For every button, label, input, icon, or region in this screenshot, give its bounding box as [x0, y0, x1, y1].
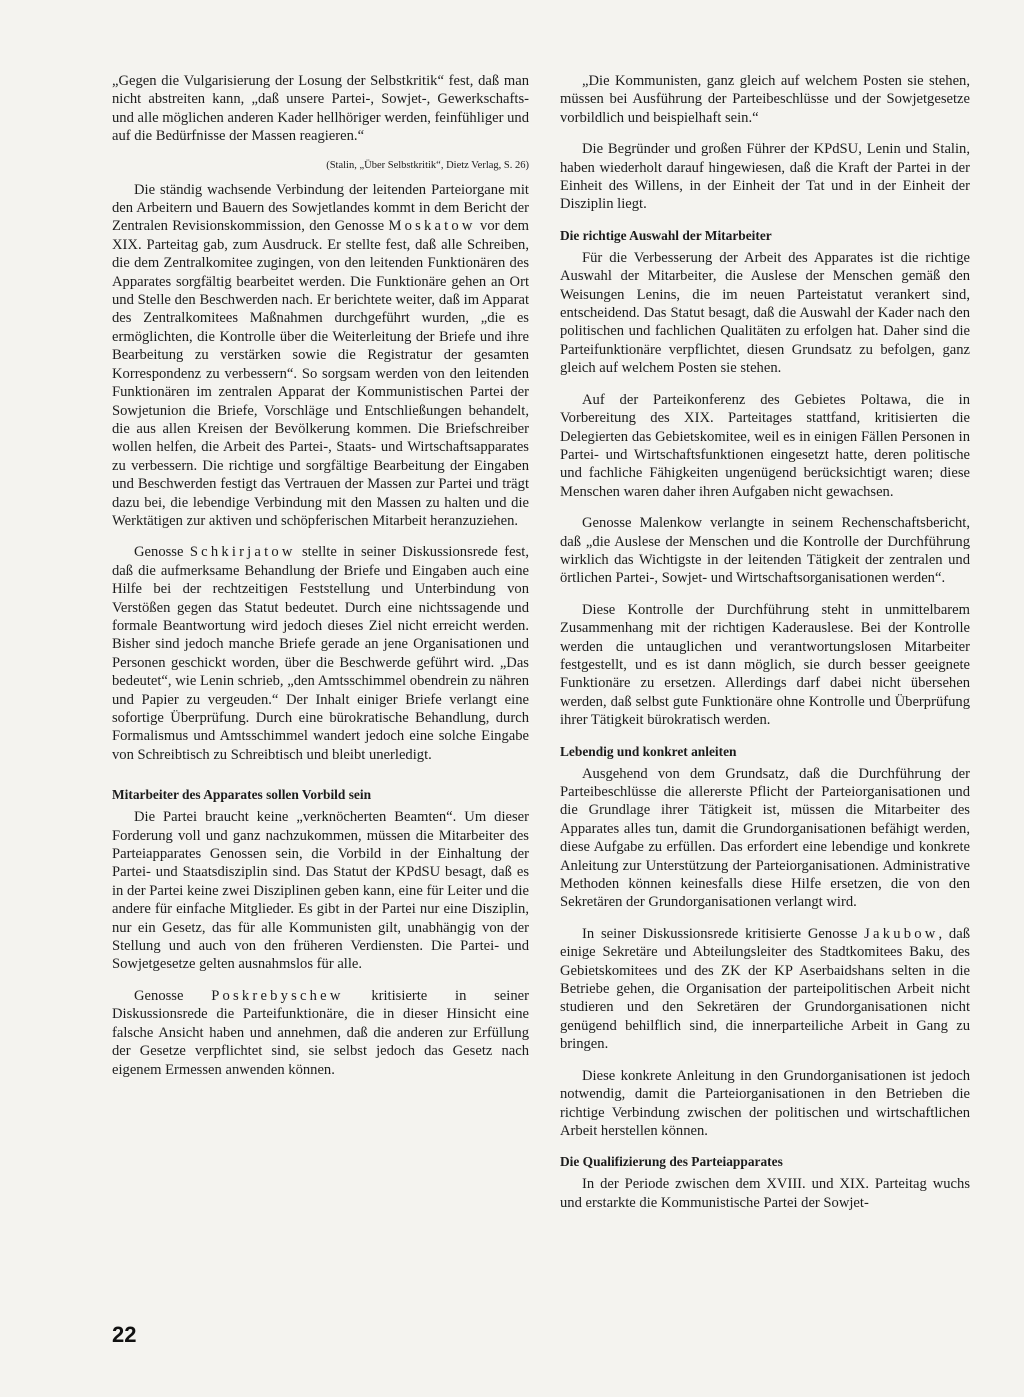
paragraph-poskrebyschew	[112, 987, 529, 1079]
section-heading: Mitarbeiter des Apparates sollen Vorbild sein	[112, 787, 372, 803]
right-column	[560, 72, 970, 1225]
paragraph: Diese konkrete Anleitung in den Grundorganisationen ist jedoch notwendig, damit die Parteiorganisationen in den Betrieben die richtige Verbindung zwischen der politischen und wirtschaftlichen Arbeit herstellen können.	[560, 1067, 970, 1139]
paragraph-jakubow	[560, 925, 970, 1054]
paragraph: Die Partei braucht keine „verknöcherten Beamten“. Um dieser Forderung voll und ganz nachzukommen, müssen die Mitarbeiter des Parteiapparates Genossen sein, die Vorbild in der Einhaltung der Partei- und Staatsdisziplin sind. Das Statut der KPdSU besagt, daß es in der Partei keine zwei Disziplinen geben kann, eine für Leiter und die andere für einfache Mitglieder. Es gibt in der Partei nur eine Disziplin, nur ein Gesetz, das für alle Kommunisten gilt, unabhängig von der Stellung und auch von den früheren Verdiensten. Die Partei- und Sowjetgesetze gelten ausnahmslos für alle.	[112, 809, 529, 973]
section-heading: Lebendig und konkret anleiten	[560, 743, 737, 759]
stalin-quote: „Gegen die Vulgarisierung der Losung der Selbstkritik“ fest, daß man nicht abstreiten kann, „daß unsere Partei-, Sowjet-, Gewerkschafts- und alle möglichen anderen Kader hellhöriger werden, feinfühliger und auf die Bedürfnisse der Massen reagieren.“	[112, 73, 529, 145]
quote-source: (Stalin, „Über Selbstkritik“, Dietz Verlag, S. 26)	[326, 159, 529, 171]
paragraph-text: vor dem XIX. Parteitag gab, zum Ausdruck. Er stellte fest, daß alle Schreiben, die dem Zentralkomitee zugingen, von den leitenden Funktionären des Apparates sorgfältig bearbeitet werden. Die Funktionäre gehen an Ort und Stelle den Beschwerden nach. Er berichtete weiter, daß im Apparat des Zentralkomitees Maßnahmen durchgeführt wurden, „die es ermöglichten, die Kontrolle über die Weiterleitung der Briefe und ihre Bearbeitung zu verstärken sowie die Registratur der gesamten Korrespondenz zu verbessern“. So sorgsam werden von den leitenden Funktionären im zentralen Apparat der Kommunistischen Partei der Sowjetunion die Briefe, Vorschläge und Entschließungen behandelt, die aus allen Kreisen der Bevölkerung kommen. Die Briefschreiber wollen helfen, die Arbeit des Partei-, Staats- und Wirtschaftsapparates zu verbessern. Die richtige und sorgfältige Bearbeitung der Eingaben und Beschwerden festigt das Vertrauen der Massen zur Partei und trägt dazu bei, die lebendige Verbindung mit den Massen zu halten und die Werktätigen zur aktiven und schöpferischen Mitarbeit heranzuziehen.	[112, 218, 529, 529]
person-name: Jakubow	[864, 925, 939, 942]
paragraph-moskatow	[112, 181, 529, 531]
paragraph-text: kritisierte in seiner Diskussionsrede die Parteifunktionäre, die in dieser Hinsicht eine falsche Ansicht haben und annehmen, daß die anderen zur Erfüllung der Gesetze verpflichtet sind, sie selbst jedoch das Gesetz nach eigenem Ermessen anwenden können.	[112, 987, 529, 1078]
paragraph-text: Genosse	[134, 987, 212, 1004]
paragraph: Ausgehend von dem Grundsatz, daß die Durchführung der Parteibeschlüsse die allererste Pflicht der Parteiorganisationen und die Grundlage ihrer Tätigkeit ist, müssen die Mitarbeiter des Apparates alles tun, damit die Grundorganisationen befähigt werden, diese Aufgabe zu erfüllen. Das erfordert eine lebendige und konkrete Anleitung zur Unterstützung der Parteiorganisationen. Administrative Methoden können keinesfalls diese Hilfe ersetzen, die von den Sekretären der Grundorganisationen verlangt wird.	[560, 765, 970, 911]
paragraph: Für die Verbesserung der Arbeit des Apparates ist die richtige Auswahl der Mitarbeiter, die Auslese der Menschen gemäß den Weisungen Lenins, die im neuen Parteistatut verankert sind, entscheidend. Das Statut besagt, daß die Auswahl der Kader nach den politischen und fachlichen Qualitäten zu erfolgen hat. Daher sind die Parteifunktionäre verpflichtet, diesen Grundsatz zu befolgen, ganz gleich auf welchem Posten sie stehen.	[560, 249, 970, 377]
paragraph-text: In seiner Diskussionsrede kritisierte Genosse	[582, 925, 865, 942]
paragraph-text: Genosse	[134, 544, 190, 561]
paragraph-text: , daß einige Sekretäre und Abteilungsleiter des Stadtkomitees Baku, des Gebietskomitees und des ZK der KP Aserbaidshans selten in die Betriebe gehen, die Organisation der parteipolitischen Arbeit nicht studieren und den Sekretären der Grundorganisationen nicht genügend behilflich sind, die innerparteiliche Arbeit in Gang zu bringen.	[560, 925, 970, 1053]
left-column	[112, 72, 529, 1092]
section-heading: Die Qualifizierung des Parteiapparates	[560, 1154, 783, 1170]
paragraph-text: stellte in seiner Diskussionsrede fest, daß die aufmerksame Behandlung der Briefe und Eingaben auch eine Hilfe bei der rechtzeitigen Feststellung und Unterbindung von Verstößen gegen das Statut bedeutet. Durch eine nichtssagende und formale Beantwortung wird jedoch dieses Ziel nicht erreicht werden. Bisher sind jedoch manche Briefe gerade an jene Organisationen und Personen geschickt worden, über die Beschwerde geführt wird. „Das bedeutet“, wie Lenin schrieb, „den Amtsschimmel obendrein zu nähren und Papier zu vergeuden.“ Der Inhalt einiger Briefe verlangt eine sofortige Überprüfung. Durch eine bürokratische Behandlung, durch Formalismus und Amtsschimmel wandert jedoch eine solche Eingabe von Schreibtisch zu Schreibtisch und bleibt unerledigt.	[112, 544, 529, 763]
person-name: Schkirjatow	[189, 544, 296, 561]
person-name: Moskatow	[388, 218, 476, 235]
paragraph-schkirjatow	[112, 543, 529, 764]
paragraph-text: Die ständig wachsende Verbindung der leitenden Parteiorgane mit den Arbeitern und Bauern des Sowjetlandes kommt in dem Bericht der Zentralen Revisionskommission, den Genosse	[112, 181, 529, 235]
paragraph: Die Begründer und großen Führer der KPdSU, Lenin und Stalin, haben wiederholt darauf hingewiesen, daß die Kraft der Partei in der Einheit des Willens, in der Einheit der Tat und in der Einheit der Disziplin liegt.	[560, 141, 970, 213]
page-number: 22	[112, 1322, 137, 1347]
paragraph: Diese Kontrolle der Durchführung steht in unmittelbarem Zusammenhang mit der richtigen Kaderauslese. Bei der Kontrolle werden die untauglichen und verantwortungslosen Mitarbeiter festgestellt, und es ist dann möglich, sie durch besser geeignete Funktionäre zu ersetzen. Allerdings darf dabei nicht übersehen werden, daß selbst gute Funktionäre ohne Kontrolle und Überprüfung ihrer Tätigkeit bürokratisch werden.	[560, 601, 970, 729]
person-name: Poskrebyschew	[211, 987, 344, 1004]
paragraph: Auf der Parteikonferenz des Gebietes Poltawa, die in Vorbereitung des XIX. Parteitages stattfand, kritisierten die Delegierten das Gebietskomitee, weil es in einigen Fällen Personen in Partei- und Wirtschaftsfunktionen eingesetzt hatte, deren politische und fachliche Fähigkeiten ungenügend berücksichtigt waren; diese Menschen waren daher ihren Aufgaben nicht gewachsen.	[560, 391, 970, 500]
section-heading: Die richtige Auswahl der Mitarbeiter	[560, 227, 772, 243]
paragraph: In der Periode zwischen dem XVIII. und XIX. Parteitag wuchs und erstarkte die Kommunistische Partei der Sowjet-	[560, 1176, 970, 1211]
paragraph: Genosse Malenkow verlangte in seinem Rechenschaftsbericht, daß „die Auslese der Menschen und die Kontrolle der Durchführung wirklich das Wichtigste in der leitenden Tätigkeit der zentralen und örtlichen Partei-, Sowjet- und Wirtschaftsorganisationen werden“.	[560, 515, 970, 587]
quote: „Die Kommunisten, ganz gleich auf welchem Posten sie stehen, müssen bei Ausführung der Parteibeschlüsse und der Sowjetgesetze vorbildlich und beispielhaft sein.“	[560, 73, 970, 126]
